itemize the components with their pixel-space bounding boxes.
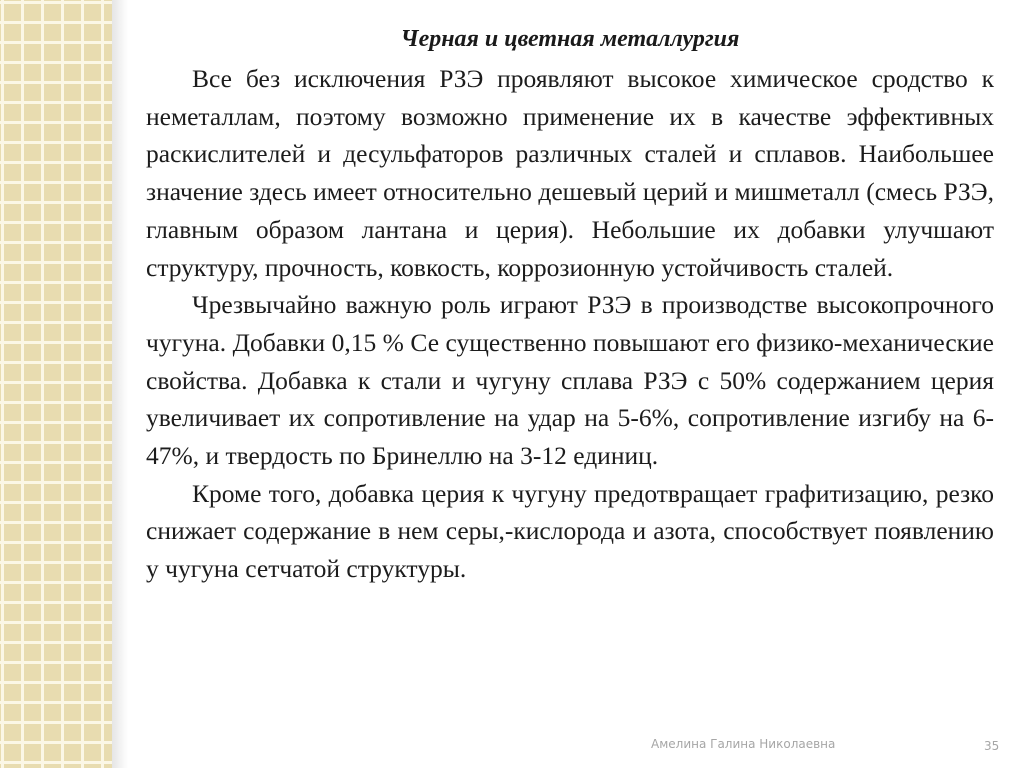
- strip-shadow: [112, 0, 128, 768]
- decorative-grid-strip: [0, 0, 112, 768]
- slide-title: Черная и цветная металлургия: [400, 26, 740, 52]
- footer-author: Амелина Галина Николаевна: [651, 737, 836, 751]
- paragraph-2: Чрезвычайно важную роль играют РЗЭ в производстве высокопрочного чугуна. Добавки 0,15 % Се существенно повышают его физико-механические свойства. Добавка к стали и чугуну сплава РЗЭ с 50% содержанием церия увеличивает их сопротивление на удар на 5-6%, сопротивление изгибу на 6-47%, и твердость по Бринеллю на 3-12 единиц.: [146, 290, 994, 471]
- slide-content: [146, 22, 994, 588]
- page-number: 35: [984, 739, 1000, 753]
- paragraph-1: Все без исключения РЗЭ проявляют высокое химическое сродство к неметаллам, поэтому возможно применение их в качестве эффективных раскислителей и десульфаторов различных сталей и сплавов. Наибольшее значение здесь имеет относительно дешевый церий и мишметалл (смесь РЗЭ, главным образом лантана и церия). Небольшие их добавки улучшают структуру, прочность, ковкость, коррозионную устойчивость сталей.: [146, 64, 994, 282]
- paragraph-3: Кроме того, добавка церия к чугуну предотвращает графитизацию, резко снижает содержание в нем серы,-кислорода и азота, способствует появлению у чугуна сетчатой структуры.: [146, 478, 994, 584]
